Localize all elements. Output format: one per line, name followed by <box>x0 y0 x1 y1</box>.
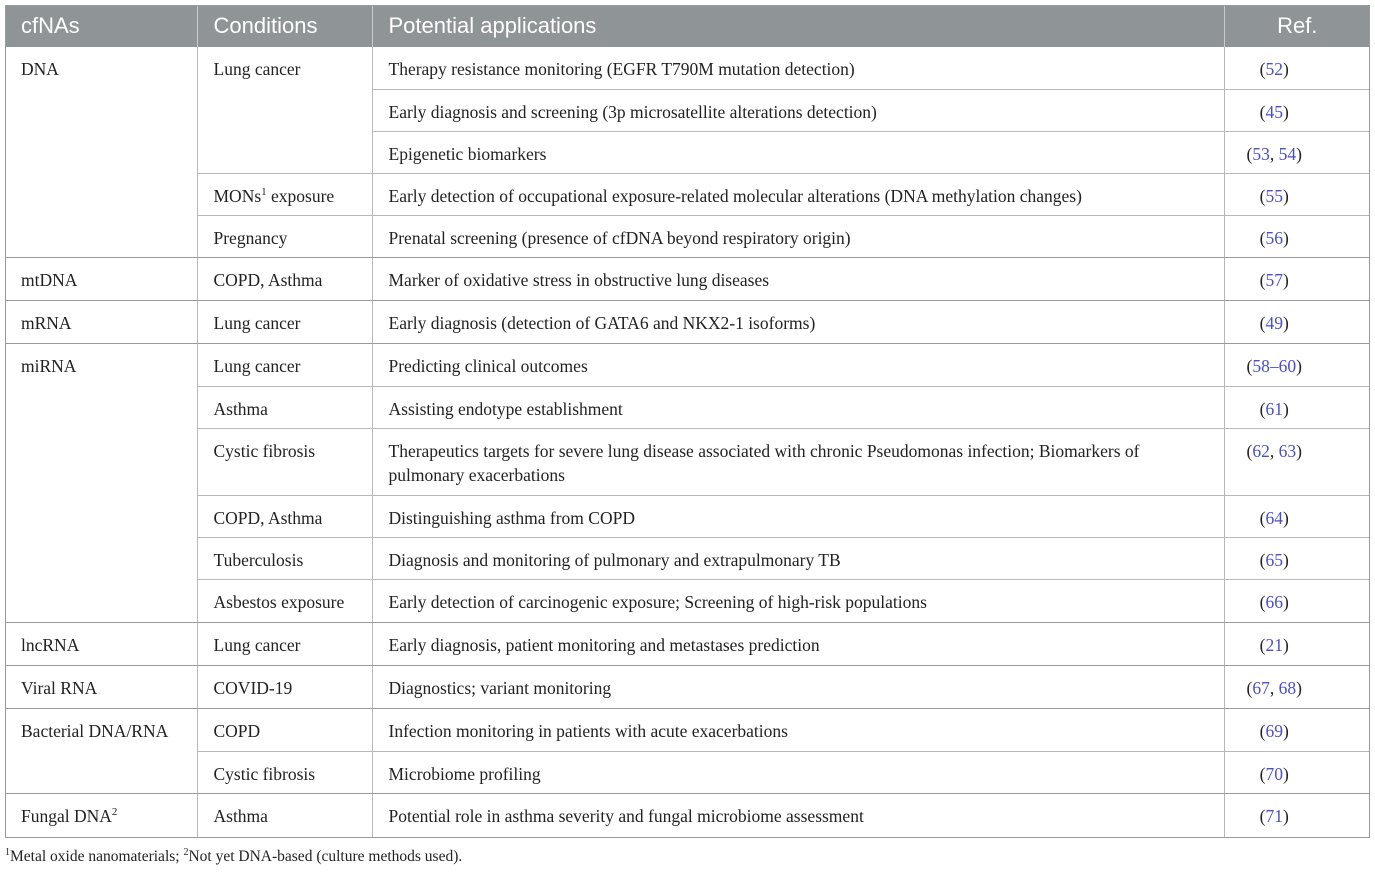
table-row <box>5 665 1370 708</box>
ref-paren-close: ) <box>1296 440 1302 461</box>
ref-cell <box>1224 47 1370 89</box>
ref-paren-open: ( <box>1259 763 1266 784</box>
condition-label: MONs <box>213 185 262 206</box>
header-ref: Ref. <box>1224 5 1370 47</box>
table-row <box>5 215 1370 257</box>
condition-cell <box>197 537 372 579</box>
ref-cell <box>1224 257 1370 300</box>
ref-paren-open: ( <box>1259 227 1266 248</box>
ref-link[interactable]: 68 <box>1278 677 1297 698</box>
condition-suffix: exposure <box>266 185 335 206</box>
cfna-cell <box>5 708 197 793</box>
condition-label: Lung cancer <box>213 59 301 79</box>
condition-cell <box>197 386 372 428</box>
application-cell: Therapy resistance monitoring (EGFR T790M mutation detection) <box>372 47 1224 89</box>
ref-paren-open: ( <box>1259 805 1266 826</box>
cfna-cell <box>5 793 197 837</box>
application-cell: Early detection of occupational exposure-related molecular alterations (DNA methylation changes) <box>372 173 1224 215</box>
cfna-label: DNA <box>21 59 59 79</box>
condition-label: Lung cancer <box>213 312 301 333</box>
condition-label: COPD <box>213 720 261 741</box>
condition-cell <box>197 793 372 837</box>
ref-cell <box>1224 793 1370 837</box>
table-row <box>5 300 1370 343</box>
cfna-label: Viral RNA <box>21 677 98 698</box>
header-cfnas: cfNAs <box>5 5 197 47</box>
table-container <box>5 5 1370 837</box>
application-cell: Diagnosis and monitoring of pulmonary and extrapulmonary TB <box>372 537 1224 579</box>
ref-link[interactable]: 64 <box>1265 507 1283 528</box>
condition-label: Pregnancy <box>213 227 288 248</box>
ref-paren-close: ) <box>1283 269 1289 290</box>
application-cell: Early detection of carcinogenic exposure; Screening of high-risk populations <box>372 579 1224 622</box>
application-cell: Early diagnosis, patient monitoring and metastases prediction <box>372 622 1224 665</box>
application-cell: Epigenetic biomarkers <box>372 131 1224 173</box>
ref-link[interactable]: 53 <box>1252 143 1270 164</box>
ref-link[interactable]: 57 <box>1265 269 1283 290</box>
condition-label: COVID-19 <box>213 677 293 698</box>
condition-label: Asbestos exposure <box>213 591 345 612</box>
ref-paren-open: ( <box>1259 591 1266 612</box>
application-cell: Assisting endotype establishment <box>372 386 1224 428</box>
ref-paren-open: ( <box>1246 355 1253 376</box>
table-row <box>5 537 1370 579</box>
table-row <box>5 793 1370 837</box>
ref-cell <box>1224 579 1370 622</box>
ref-paren-close: ) <box>1283 805 1289 826</box>
condition-cell <box>197 622 372 665</box>
ref-paren-close: ) <box>1283 59 1289 79</box>
ref-link[interactable]: 71 <box>1265 805 1283 826</box>
ref-link[interactable]: 63 <box>1278 440 1297 461</box>
ref-cell <box>1224 751 1370 793</box>
header-conditions: Conditions <box>197 5 372 47</box>
application-cell: Microbiome profiling <box>372 751 1224 793</box>
cfna-label: mRNA <box>21 312 72 333</box>
cfna-label: lncRNA <box>21 634 80 655</box>
condition-cell <box>197 257 372 300</box>
condition-cell <box>197 47 372 89</box>
condition-cell <box>197 343 372 386</box>
cfna-footnote-marker: 2 <box>111 805 118 818</box>
table-footnote <box>5 848 462 866</box>
condition-cell <box>197 215 372 257</box>
condition-label: Cystic fibrosis <box>213 440 316 461</box>
cfna-cell <box>5 343 197 622</box>
ref-link[interactable]: 66 <box>1265 591 1283 612</box>
application-cell: Predicting clinical outcomes <box>372 343 1224 386</box>
ref-paren-open: ( <box>1259 398 1266 419</box>
ref-paren-close: ) <box>1283 507 1289 528</box>
cfna-cell <box>5 622 197 665</box>
condition-cell <box>197 665 372 708</box>
ref-cell <box>1224 89 1370 131</box>
ref-link[interactable]: 21 <box>1265 634 1283 655</box>
cfna-table <box>5 5 1370 837</box>
ref-cell <box>1224 131 1370 173</box>
application-cell: Distinguishing asthma from COPD <box>372 495 1224 537</box>
ref-link[interactable]: 67 <box>1252 677 1270 698</box>
condition-label: Lung cancer <box>213 355 301 376</box>
cfna-cell <box>5 47 197 257</box>
ref-paren-open: ( <box>1259 269 1266 290</box>
cfna-cell <box>5 665 197 708</box>
application-cell: Prenatal screening (presence of cfDNA beyond respiratory origin) <box>372 215 1224 257</box>
ref-paren-close: ) <box>1283 398 1289 419</box>
application-cell: Early diagnosis (detection of GATA6 and NKX2-1 isoforms) <box>372 300 1224 343</box>
condition-label: Asthma <box>213 398 268 419</box>
header-applications: Potential applications <box>372 5 1224 47</box>
ref-link[interactable]: 58–60 <box>1252 355 1297 376</box>
ref-link[interactable]: 52 <box>1265 59 1283 79</box>
ref-link[interactable]: 45 <box>1265 101 1283 122</box>
ref-link[interactable]: 54 <box>1278 143 1297 164</box>
ref-paren-open: ( <box>1259 101 1266 122</box>
ref-paren-close: ) <box>1283 720 1289 741</box>
ref-paren-open: ( <box>1246 440 1253 461</box>
ref-paren-open: ( <box>1246 677 1253 698</box>
header-row <box>5 5 1370 47</box>
condition-cell <box>197 579 372 622</box>
ref-paren-close: ) <box>1296 143 1302 164</box>
ref-paren-close: ) <box>1283 591 1289 612</box>
table-row <box>5 47 1370 89</box>
ref-paren-close: ) <box>1283 185 1289 206</box>
condition-label: Tuberculosis <box>213 549 304 570</box>
ref-paren-open: ( <box>1259 634 1266 655</box>
condition-cell <box>197 173 372 215</box>
application-cell: Diagnostics; variant monitoring <box>372 665 1224 708</box>
ref-paren-close: ) <box>1283 634 1289 655</box>
ref-separator: , <box>1269 677 1279 698</box>
condition-cell <box>197 495 372 537</box>
table-row <box>5 131 1370 173</box>
ref-paren-close: ) <box>1283 312 1289 333</box>
ref-paren-close: ) <box>1283 763 1289 784</box>
cfna-label: mtDNA <box>21 269 78 290</box>
ref-link[interactable]: 56 <box>1265 227 1283 248</box>
ref-paren-open: ( <box>1259 185 1266 206</box>
ref-cell <box>1224 343 1370 386</box>
condition-cell <box>197 89 372 131</box>
ref-link[interactable]: 62 <box>1252 440 1270 461</box>
application-cell: Infection monitoring in patients with acute exacerbations <box>372 708 1224 751</box>
footnote-marker-1: 1 <box>5 846 10 858</box>
ref-link[interactable]: 65 <box>1265 549 1283 570</box>
ref-paren-close: ) <box>1283 227 1289 248</box>
condition-cell <box>197 428 372 495</box>
ref-paren-open: ( <box>1259 549 1266 570</box>
ref-cell <box>1224 537 1370 579</box>
cfna-label: miRNA <box>21 355 77 376</box>
table-body <box>5 47 1370 837</box>
ref-cell <box>1224 428 1370 495</box>
ref-cell <box>1224 665 1370 708</box>
application-cell: Early diagnosis and screening (3p microsatellite alterations detection) <box>372 89 1224 131</box>
table-row <box>5 579 1370 622</box>
condition-label: COPD, Asthma <box>213 507 323 528</box>
application-cell: Marker of oxidative stress in obstructive lung diseases <box>372 257 1224 300</box>
ref-cell <box>1224 386 1370 428</box>
ref-link[interactable]: 61 <box>1265 398 1283 419</box>
footnote-marker-2: 2 <box>183 846 189 858</box>
cfna-label: Fungal DNA <box>21 805 112 826</box>
ref-link[interactable]: 69 <box>1265 720 1283 741</box>
condition-label: Cystic fibrosis <box>213 763 316 784</box>
cfna-cell <box>5 257 197 300</box>
condition-label: Lung cancer <box>213 634 301 655</box>
ref-cell <box>1224 300 1370 343</box>
condition-cell <box>197 751 372 793</box>
application-cell: Therapeutics targets for severe lung disease associated with chronic Pseudomonas infection; Biomarkers of pulmonary exacerbations <box>372 428 1224 495</box>
cfna-cell <box>5 300 197 343</box>
ref-paren-open: ( <box>1259 507 1266 528</box>
ref-link[interactable]: 49 <box>1265 312 1283 333</box>
table-row <box>5 708 1370 751</box>
table-row <box>5 343 1370 386</box>
condition-cell <box>197 131 372 173</box>
ref-cell <box>1224 622 1370 665</box>
condition-label: COPD, Asthma <box>213 269 323 290</box>
ref-cell <box>1224 173 1370 215</box>
ref-link[interactable]: 55 <box>1265 185 1283 206</box>
table-row <box>5 428 1370 495</box>
condition-cell <box>197 708 372 751</box>
ref-paren-close: ) <box>1296 677 1302 698</box>
ref-paren-open: ( <box>1259 312 1266 333</box>
ref-cell <box>1224 708 1370 751</box>
footnote-text-2: Not yet DNA-based (culture methods used). <box>188 848 463 865</box>
ref-paren-open: ( <box>1259 720 1266 741</box>
ref-paren-open: ( <box>1259 59 1266 79</box>
ref-link[interactable]: 70 <box>1265 763 1283 784</box>
condition-label: Asthma <box>213 805 268 826</box>
table-row <box>5 495 1370 537</box>
ref-cell <box>1224 215 1370 257</box>
table-row <box>5 751 1370 793</box>
table-row <box>5 89 1370 131</box>
table-row <box>5 257 1370 300</box>
footnote-text-1: Metal oxide nanomaterials; <box>10 848 184 865</box>
table-row <box>5 622 1370 665</box>
ref-paren-close: ) <box>1296 355 1302 376</box>
ref-separator: , <box>1269 143 1279 164</box>
ref-cell <box>1224 495 1370 537</box>
ref-paren-close: ) <box>1283 101 1289 122</box>
table-row <box>5 386 1370 428</box>
application-cell: Potential role in asthma severity and fungal microbiome assessment <box>372 793 1224 837</box>
condition-cell <box>197 300 372 343</box>
ref-paren-close: ) <box>1283 549 1289 570</box>
cfna-label: Bacterial DNA/RNA <box>21 720 169 741</box>
condition-footnote-marker: 1 <box>261 185 267 198</box>
table-row <box>5 173 1370 215</box>
ref-separator: , <box>1269 440 1279 461</box>
ref-paren-open: ( <box>1246 143 1253 164</box>
